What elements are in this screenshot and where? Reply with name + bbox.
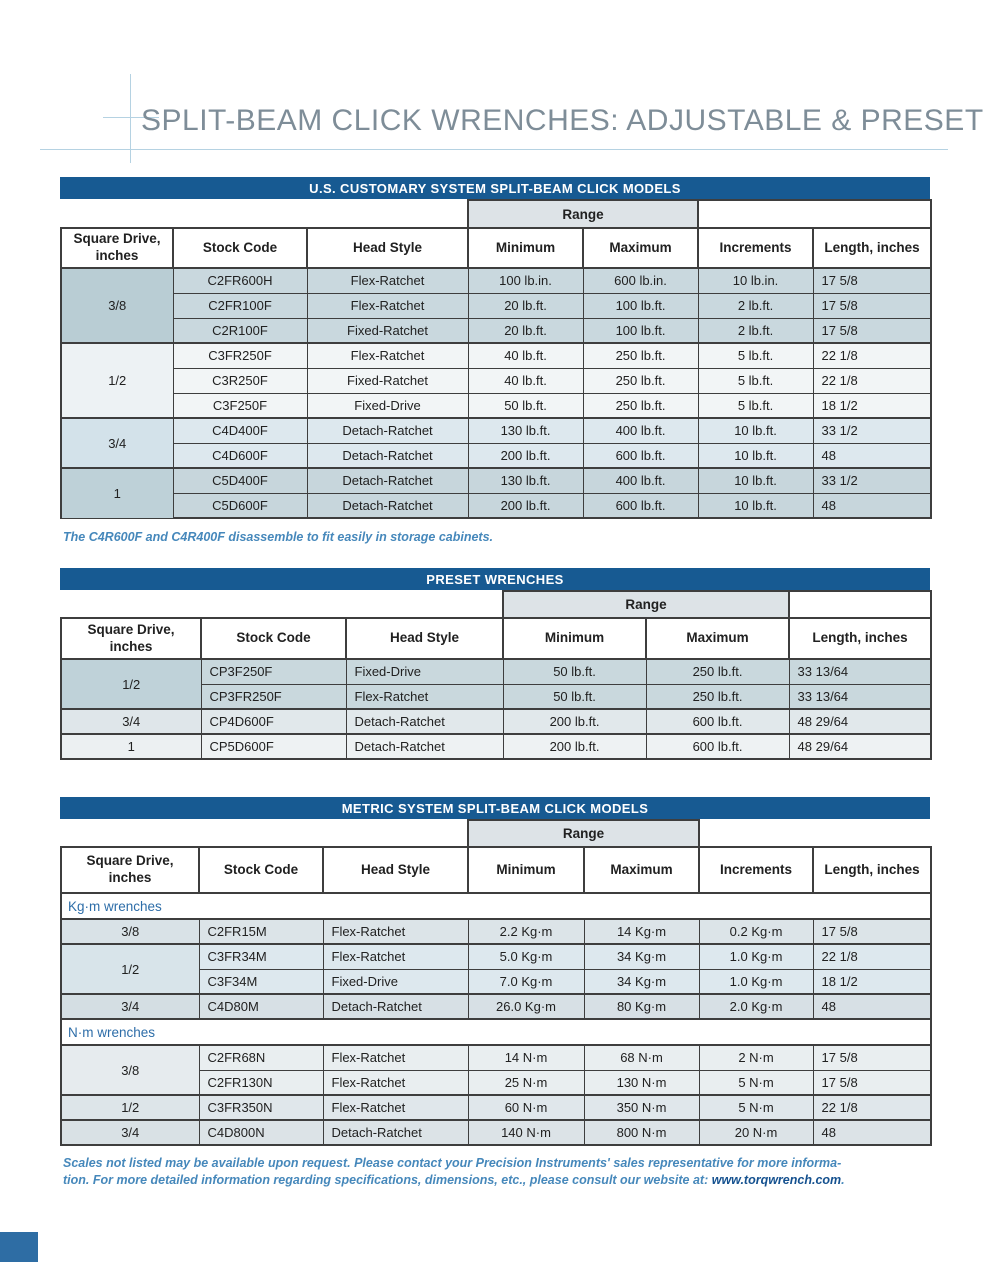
table-row [61,659,931,684]
range-header-cell: Range [503,591,789,618]
data-cell: C3R250F [173,368,307,393]
column-header-row [61,228,931,268]
data-cell: CP3F250F [201,659,346,684]
data-cell: 10 lb.ft. [698,418,813,443]
footer-text [63,1155,929,1189]
data-cell: 48 [813,994,931,1019]
data-cell: 5 N·m [699,1095,813,1120]
data-cell: Flex-Ratchet [323,944,468,969]
data-cell: Flex-Ratchet [323,1045,468,1070]
table-row [61,944,931,969]
data-cell: 100 lb.ft. [583,293,698,318]
us-customary-table [60,199,932,519]
data-cell: 250 lb.ft. [583,343,698,368]
data-cell: 200 lb.ft. [503,709,646,734]
column-header: Minimum [503,618,646,659]
table-row [61,293,931,318]
data-cell: 1.0 Kg·m [699,944,813,969]
column-header: Length, inches [813,228,931,268]
data-cell: 350 N·m [584,1095,699,1120]
data-cell: 1.0 Kg·m [699,969,813,994]
table-row [61,443,931,468]
data-cell: 5 lb.ft. [698,343,813,368]
table-row [61,268,931,293]
footer-line2: tion. For more detailed information regarding specifications, dimensions, etc., please consult our website at: [63,1173,712,1187]
range-strip-row [61,200,931,228]
data-cell: C3FR350N [199,1095,323,1120]
data-cell: C3F34M [199,969,323,994]
data-cell: Fixed-Drive [307,393,468,418]
data-cell: C3F250F [173,393,307,418]
data-cell: 250 lb.ft. [583,368,698,393]
data-cell: C2FR100F [173,293,307,318]
data-cell: 26.0 Kg·m [468,994,584,1019]
data-cell: 130 N·m [584,1070,699,1095]
data-cell: CP5D600F [201,734,346,759]
data-cell: C2FR68N [199,1045,323,1070]
data-cell: Detach-Ratchet [307,493,468,518]
drive-size-cell: 3/4 [61,418,173,468]
column-header: Stock Code [173,228,307,268]
column-header: Length, inches [789,618,931,659]
data-cell: CP3FR250F [201,684,346,709]
data-cell: 50 lb.ft. [468,393,583,418]
data-cell: C5D400F [173,468,307,493]
data-cell: 14 Kg·m [584,919,699,944]
data-cell: Detach-Ratchet [307,468,468,493]
data-cell: Flex-Ratchet [346,684,503,709]
column-header: Head Style [346,618,503,659]
data-cell: 80 Kg·m [584,994,699,1019]
data-cell: 600 lb.ft. [646,734,789,759]
column-header: Maximum [583,228,698,268]
data-cell: 0.2 Kg·m [699,919,813,944]
data-cell: 130 lb.ft. [468,418,583,443]
table-row [61,493,931,518]
section-label: N·m wrenches [61,1019,931,1045]
data-cell: Flex-Ratchet [323,1095,468,1120]
data-cell: C2FR130N [199,1070,323,1095]
table-title-bar-preset: PRESET WRENCHES [60,568,930,590]
drive-size-cell: 1 [61,468,173,518]
table-row [61,1095,931,1120]
range-strip-row [61,591,931,618]
data-cell: 130 lb.ft. [468,468,583,493]
column-header: Square Drive, inches [61,228,173,268]
data-cell: 200 lb.ft. [468,443,583,468]
data-cell: Fixed-Drive [323,969,468,994]
data-cell: 2 lb.ft. [698,318,813,343]
data-cell: 100 lb.in. [468,268,583,293]
data-cell: 17 5/8 [813,268,931,293]
data-cell: 250 lb.ft. [646,659,789,684]
drive-size-cell: 3/4 [61,994,199,1019]
data-cell: 400 lb.ft. [583,418,698,443]
data-cell: 10 lb.ft. [698,443,813,468]
data-cell: 48 [813,493,931,518]
data-cell: 600 lb.in. [583,268,698,293]
data-cell: C3FR34M [199,944,323,969]
footer-line1: Scales not listed may be available upon request. Please contact your Precision Instruments' sales representative for more informa- [63,1156,842,1170]
range-strip-row [61,820,931,847]
data-cell: 50 lb.ft. [503,684,646,709]
data-cell: 17 5/8 [813,318,931,343]
data-cell: C2FR600H [173,268,307,293]
drive-size-cell: 1/2 [61,659,201,709]
corner-accent-box [0,1232,38,1262]
data-cell: 22 1/8 [813,368,931,393]
data-cell: 20 lb.ft. [468,318,583,343]
data-cell: 48 29/64 [789,709,931,734]
data-cell: 2 N·m [699,1045,813,1070]
data-cell: 5 lb.ft. [698,368,813,393]
table-row [61,343,931,368]
data-cell: 800 N·m [584,1120,699,1145]
data-cell: C4D400F [173,418,307,443]
data-cell: C5D600F [173,493,307,518]
data-cell: 22 1/8 [813,944,931,969]
drive-size-cell: 3/8 [61,919,199,944]
table-title-bar-metric: METRIC SYSTEM SPLIT-BEAM CLICK MODELS [60,797,930,819]
data-cell: CP4D600F [201,709,346,734]
page-title: SPLIT-BEAM CLICK WRENCHES: ADJUSTABLE & PRESET [141,104,984,138]
data-cell: Flex-Ratchet [307,268,468,293]
table-row [61,1045,931,1070]
drive-size-cell: 3/8 [61,1045,199,1095]
data-cell: 5 N·m [699,1070,813,1095]
column-header: Length, inches [813,847,931,893]
data-cell: C2R100F [173,318,307,343]
data-cell: 7.0 Kg·m [468,969,584,994]
data-cell: Flex-Ratchet [307,293,468,318]
data-cell: 2 lb.ft. [698,293,813,318]
data-cell: 40 lb.ft. [468,368,583,393]
column-header: Square Drive, inches [61,618,201,659]
data-cell: 17 5/8 [813,1070,931,1095]
data-cell: C3FR250F [173,343,307,368]
column-header: Maximum [646,618,789,659]
data-cell: 140 N·m [468,1120,584,1145]
section-label: Kg·m wrenches [61,893,931,919]
data-cell: 5.0 Kg·m [468,944,584,969]
column-header: Stock Code [199,847,323,893]
data-cell: 22 1/8 [813,1095,931,1120]
column-header: Increments [699,847,813,893]
column-header: Maximum [584,847,699,893]
footer-period: . [841,1173,845,1187]
column-header: Minimum [468,847,584,893]
data-cell: 34 Kg·m [584,969,699,994]
range-header-cell: Range [468,820,699,847]
data-cell: 68 N·m [584,1045,699,1070]
website-link: www.torqwrench.com [711,1173,842,1187]
column-header-row [61,847,931,893]
data-cell: 200 lb.ft. [503,734,646,759]
column-header: Head Style [307,228,468,268]
data-cell: 250 lb.ft. [646,684,789,709]
data-cell: 60 N·m [468,1095,584,1120]
data-cell: C4D80M [199,994,323,1019]
data-cell: 20 N·m [699,1120,813,1145]
data-cell: Detach-Ratchet [307,443,468,468]
column-header: Increments [698,228,813,268]
data-cell: 100 lb.ft. [583,318,698,343]
drive-size-cell: 3/8 [61,268,173,343]
data-cell: 400 lb.ft. [583,468,698,493]
data-cell: 34 Kg·m [584,944,699,969]
data-cell: Fixed-Ratchet [307,368,468,393]
data-cell: C2FR15M [199,919,323,944]
column-header-row [61,618,931,659]
data-cell: 48 [813,443,931,468]
drive-size-cell: 3/4 [61,709,201,734]
drive-size-cell: 1/2 [61,944,199,994]
data-cell: 18 1/2 [813,393,931,418]
data-cell: 2.2 Kg·m [468,919,584,944]
table1-note: The C4R600F and C4R400F disassemble to fit easily in storage cabinets. [63,530,494,544]
data-cell: 17 5/8 [813,1045,931,1070]
preset-wrenches-table [60,590,932,760]
data-cell: 5 lb.ft. [698,393,813,418]
table-row [61,318,931,343]
data-cell: 18 1/2 [813,969,931,994]
drive-size-cell: 3/4 [61,1120,199,1145]
data-cell: 40 lb.ft. [468,343,583,368]
data-cell: 33 1/2 [813,418,931,443]
data-cell: 10 lb.in. [698,268,813,293]
data-cell: 33 1/2 [813,468,931,493]
range-header-cell: Range [468,200,698,228]
data-cell: Fixed-Ratchet [307,318,468,343]
data-cell: 33 13/64 [789,684,931,709]
metric-table [60,819,932,1146]
data-cell: Detach-Ratchet [323,994,468,1019]
data-cell: 600 lb.ft. [583,493,698,518]
table-row [61,468,931,493]
column-header: Stock Code [201,618,346,659]
data-cell: 17 5/8 [813,919,931,944]
data-cell: 20 lb.ft. [468,293,583,318]
data-cell: Detach-Ratchet [307,418,468,443]
data-cell: 10 lb.ft. [698,468,813,493]
section-row [61,1019,931,1045]
section-row [61,893,931,919]
data-cell: 50 lb.ft. [503,659,646,684]
data-cell: 600 lb.ft. [646,709,789,734]
data-cell: 48 29/64 [789,734,931,759]
column-header: Square Drive, inches [61,847,199,893]
data-cell: 200 lb.ft. [468,493,583,518]
table-title-bar-us-customary: U.S. CUSTOMARY SYSTEM SPLIT-BEAM CLICK MODELS [60,177,930,199]
data-cell: C4D800N [199,1120,323,1145]
data-cell: 250 lb.ft. [583,393,698,418]
data-cell: Flex-Ratchet [307,343,468,368]
drive-size-cell: 1 [61,734,201,759]
data-cell: C4D600F [173,443,307,468]
table-row [61,709,931,734]
table-row [61,919,931,944]
data-cell: 48 [813,1120,931,1145]
data-cell: 17 5/8 [813,293,931,318]
data-cell: 14 N·m [468,1045,584,1070]
table-row [61,1120,931,1145]
data-cell: 2.0 Kg·m [699,994,813,1019]
data-cell: Flex-Ratchet [323,1070,468,1095]
data-cell: 22 1/8 [813,343,931,368]
data-cell: 10 lb.ft. [698,493,813,518]
drive-size-cell: 1/2 [61,343,173,418]
table-row [61,418,931,443]
table-row [61,368,931,393]
data-cell: Flex-Ratchet [323,919,468,944]
data-cell: Fixed-Drive [346,659,503,684]
data-cell: 600 lb.ft. [583,443,698,468]
data-cell: Detach-Ratchet [323,1120,468,1145]
data-cell: 33 13/64 [789,659,931,684]
table-row [61,393,931,418]
title-rule-line [40,149,948,150]
column-header: Head Style [323,847,468,893]
data-cell: Detach-Ratchet [346,734,503,759]
data-cell: 25 N·m [468,1070,584,1095]
column-header: Minimum [468,228,583,268]
data-cell: Detach-Ratchet [346,709,503,734]
table-row [61,734,931,759]
drive-size-cell: 1/2 [61,1095,199,1120]
table-row [61,994,931,1019]
